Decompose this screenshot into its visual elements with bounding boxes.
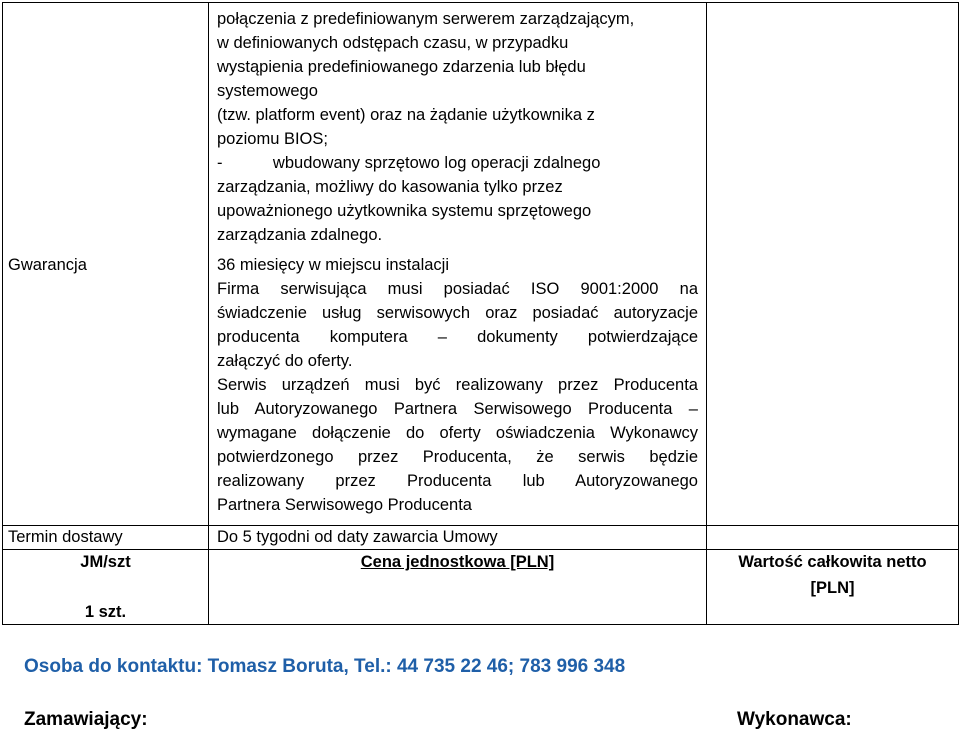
spec-line: upoważnionego użytkownika systemu sprzętowego [217, 202, 592, 220]
warranty-line: 36 miesięcy w miejscu instalacji [217, 256, 449, 274]
contact-person: Osoba do kontaktu: Tomasz Boruta, Tel.: 44 735 22 46; 783 996 348 [24, 656, 626, 677]
warranty-label: Gwarancja [8, 256, 87, 274]
warranty-line: lub Autoryzowanego Partnera Serwisowego Producenta – [217, 400, 698, 418]
table-border-left [2, 2, 3, 625]
warranty-line: załączyć do oferty. [217, 352, 353, 370]
unit-header: JM/szt [80, 553, 131, 571]
warranty-line: Firma serwisująca musi posiadać ISO 9001:2000 na [217, 280, 698, 298]
ordering-party-label: Zamawiający: [24, 709, 148, 730]
spec-line: poziomu BIOS; [217, 130, 328, 148]
spec-line: (tzw. platform event) oraz na żądanie użytkownika z [217, 106, 595, 124]
warranty-line: realizowany przez Producenta lub Autoryzowanego [217, 472, 698, 490]
spec-line: zarządzania zdalnego. [217, 226, 383, 244]
quantity-cell: 1 szt. [84, 603, 127, 621]
spec-line: wystąpienia predefiniowanego zdarzenia lub błędu [217, 58, 586, 76]
warranty-line: Serwis urządzeń musi być realizowany przez Producenta [217, 376, 698, 394]
spec-line: - wbudowany sprzętowo log operacji zdalnego [217, 154, 601, 172]
spec-line: zarządzania, możliwy do kasowania tylko przez [217, 178, 563, 196]
delivery-label: Termin dostawy [8, 528, 123, 546]
warranty-line: potwierdzonego przez Producenta, że serwis będzie [217, 448, 698, 466]
delivery-value: Do 5 tygodni od daty zawarcia Umowy [217, 528, 498, 546]
table-border-right [958, 2, 959, 625]
warranty-line: producenta komputera – dokumenty potwierdzające [217, 328, 698, 346]
table-border-top [2, 2, 959, 3]
warranty-line: wymagane dołączenie do oferty oświadczenia Wykonawcy [217, 424, 698, 442]
spec-line: systemowego [217, 82, 318, 100]
spec-line: w definiowanych odstępach czasu, w przypadku [217, 34, 569, 52]
col-divider-2 [706, 2, 707, 550]
contractor-label: Wykonawca: [737, 709, 852, 730]
warranty-line: Partnera Serwisowego Producenta [217, 496, 472, 514]
warranty-line: świadczenie usług serwisowych oraz posiadać autoryzacje [217, 304, 698, 322]
table-border-bottom [2, 624, 959, 625]
unit-price-header: Cena jednostkowa [PLN] [360, 553, 555, 571]
col-divider-1 [208, 2, 209, 625]
total-header-line2: [PLN] [810, 579, 855, 597]
spec-line: połączenia z predefiniowanym serwerem zarządzającym, [217, 10, 635, 28]
total-header-line1: Wartość całkowita netto [738, 553, 927, 571]
